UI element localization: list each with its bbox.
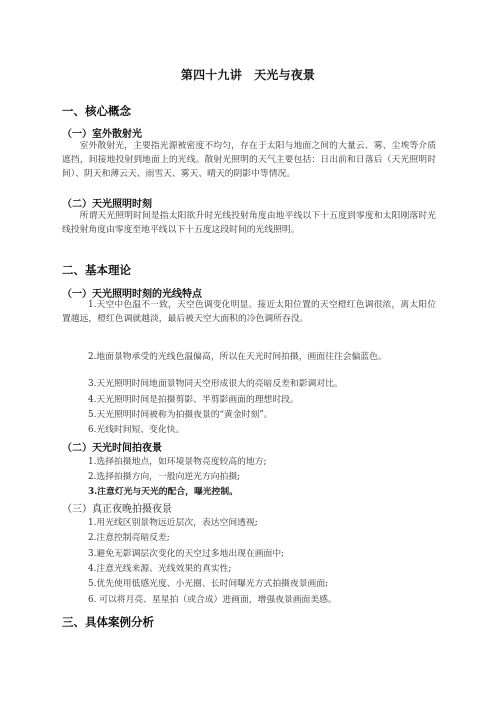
list-item: 4.天光照明时间是拍摄剪影、半剪影画面的理想时段。 (88, 395, 299, 405)
subheading-outdoor-scattered-light: （一）室外散射光 (62, 129, 142, 140)
section-heading-basic-theory: 二、基本理论 (62, 263, 131, 277)
subheading-skylight-features: （一）天光照明时刻的光线特点 (62, 289, 202, 300)
list-item: 6. 可以将月亮、星星拍（或合成）进画面，增强夜景画面美感。 (88, 595, 337, 605)
subheading-true-night-shooting: （三）真正夜晚拍摄夜景 (62, 504, 172, 515)
list-item: 4.注意光线来源、光线效果的真实性; (88, 564, 232, 574)
section-heading-core-concepts: 一、核心概念 (62, 104, 131, 118)
list-item: 1.选择拍摄地点，如环境景物亮度较高的地方; (88, 457, 267, 467)
list-item: 2.地面景物承受的光线色温偏高，所以在天光时间拍摄，画面往往会偏蓝色。 (88, 352, 387, 362)
list-item: 6.光线时间短、变化快。 (88, 425, 185, 435)
list-item: 5.优先使用低感光度、小光圈、长时间曝光方式拍摄夜景画面; (88, 579, 329, 589)
list-item: 3.避免无影调层次变化的天空过多地出现在画面中; (88, 549, 285, 559)
list-item: 2.注意控制亮暗反差; (88, 533, 170, 543)
subheading-skylight-night-shooting: （二）天光时间拍夜景 (62, 443, 162, 454)
section-heading-case-analysis: 三、具体案例分析 (62, 615, 154, 629)
list-item: 1.用光线区别景物远近层次，表达空间透视; (88, 518, 258, 528)
list-item: 3.天光照明时间地面景物同天空形成很大的亮暗反差和影调对比。 (88, 379, 343, 389)
paragraph-skylight-moment: 所谓天光照明时间是指太阳欲升时光线投射角度由地平线以下十五度到零度和太阳刚落时光线投射角度由零度至地平线以下十五度这段时间的光线照明。 (62, 211, 436, 235)
paragraph-outdoor-scattered-light: 室外散射光，主要指光源被密度不均匀，存在于太阳与地面之间的大量云、雾、尘埃等介质遮挡，间接地投射到地面上的光线。散射光照明的天气主要包括：日出前和日落后（天光照明时间）、阴天和薄云天、雨雪天、雾天、晴天的阴影中等情况。 (62, 141, 436, 179)
list-item: 3.注意灯光与天光的配合，曝光控制。 (88, 487, 238, 497)
page-title: 第四十九讲 天光与夜景 (180, 68, 316, 82)
list-item: 5.天光照明时间被称为拍摄夜景的“黄金时刻”。 (88, 410, 273, 420)
list-item: 2.选择拍摄方向，一般向逆光方向拍摄; (88, 472, 241, 482)
list-item: 1.天空中色温不一致，天空色调变化明显。接近太阳位置的天空橙红色调很浓，离太阳位置越远，橙红色调就越淡，最后被天空大面积的冷色调所吞没。 (62, 300, 436, 324)
subheading-skylight-moment: （二）天光照明时刻 (62, 199, 152, 210)
